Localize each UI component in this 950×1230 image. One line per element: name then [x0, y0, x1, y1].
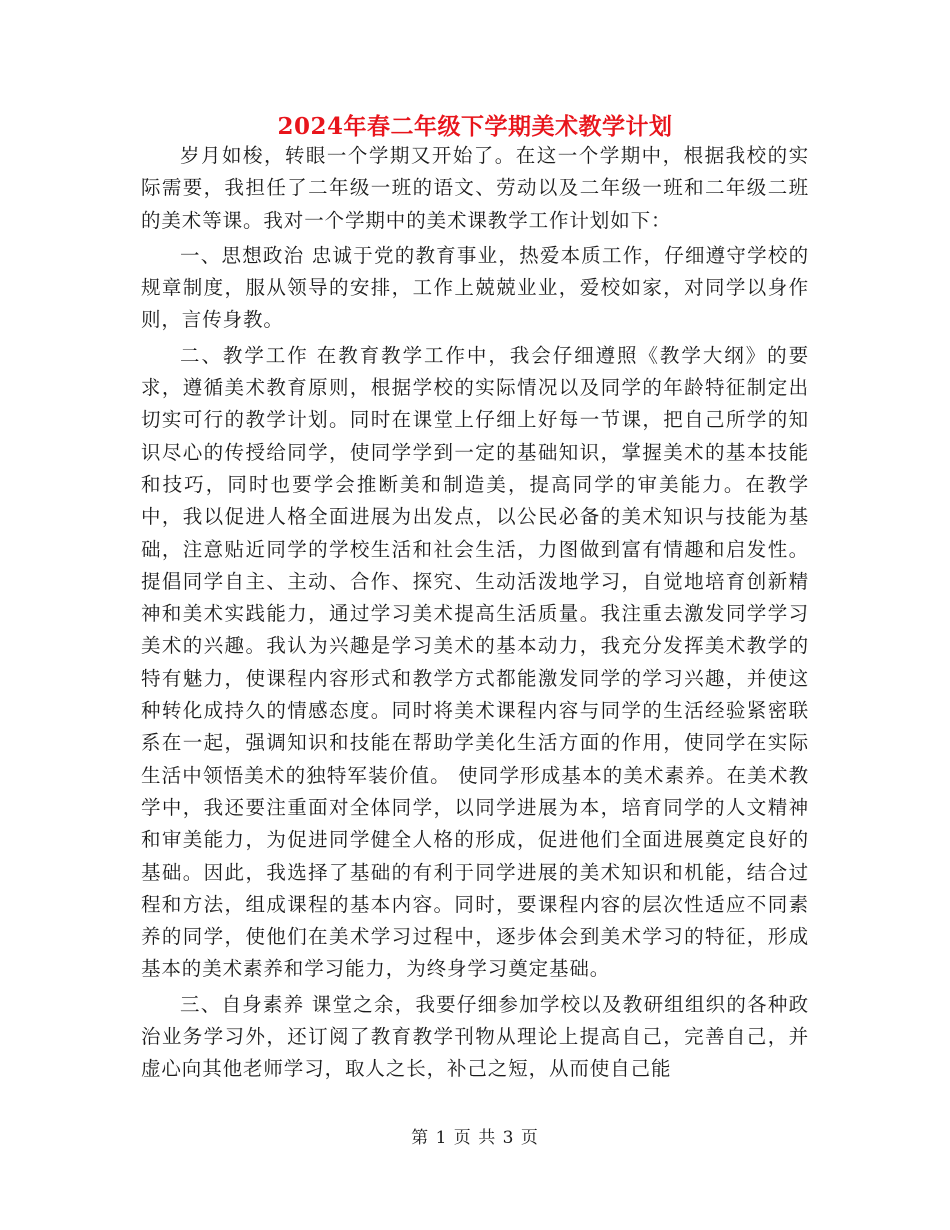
document-body	[141, 140, 809, 1089]
paragraph-self-quality: 三、自身素养 课堂之余，我要仔细参加学校以及教研组组织的各种政治业务学习外，还订阅了教育教学刊物从理论上提高自己，完善自己，并虚心向其他老师学习，取人之长，补己之短，从而使自己能	[141, 992, 809, 1081]
paragraph-ideology: 一、思想政治 忠诚于党的教育事业，热爱本质工作，仔细遵守学校的规章制度，服从领导的安排，工作上兢兢业业，爱校如家，对同学以身作则，言传身教。	[141, 243, 809, 332]
paragraph-intro: 岁月如梭，转眼一个学期又开始了。在这一个学期中，根据我校的实际需要，我担任了二年级一班的语文、劳动以及二年级一班和二年级二班的美术等课。我对一个学期中的美术课教学工作计划如下：	[141, 144, 809, 232]
document-title: 2024年春二年级下学期美术教学计划	[277, 113, 673, 140]
page-number-footer: 第 1 页 共 3 页	[411, 1128, 539, 1148]
paragraph-teaching: 二、教学工作 在教育教学工作中，我会仔细遵照《教学大纲》的要求，遵循美术教育原则，根据学校的实际情况以及同学的年龄特征制定出切实可行的教学计划。同时在课堂上仔细上好每一节课，把自己所学的知识尽心的传授给同学，使同学学到一定的基础知识，掌握美术的基本技能和技巧，同时也要学会推断美和制造美，提高同学的审美能力。在教学中，我以促进人格全面进展为出发点，以公民必备的美术知识与技能为基础，注意贴近同学的学校生活和社会生活，力图做到富有情趣和启发性。提倡同学自主、主动、合作、探究、生动活泼地学习，自觉地培育创新精神和美术实践能力，通过学习美术提高生活质量。我注重去激发同学学习美术的兴趣。我认为兴趣是学习美术的基本动力，我充分发挥美术教学的特有魅力，使课程内容形式和教学方式都能激发同学的学习兴趣，并使这种转化成持久的情感态度。同时将美术课程内容与同学的生活经验紧密联系在一起，强调知识和技能在帮助学美化生活方面的作用，使同学在实际生活中领悟美术的独特军装价值。 使同学形成基本的美术素养。在美术教学中，我还要注重面对全体同学，以同学进展为本，培育同学的人文精神和审美能力，为促进同学健全人格的形成，促进他们全面进展奠定良好的基础。因此，我选择了基础的有利于同学进展的美术知识和机能，结合过程和方法，组成课程的基本内容。同时，要课程内容的层次性适应不同素养的同学，使他们在美术学习过程中，逐步体会到美术学习的特征，形成基本的美术素养和学习能力，为终身学习奠定基础。	[141, 343, 809, 981]
